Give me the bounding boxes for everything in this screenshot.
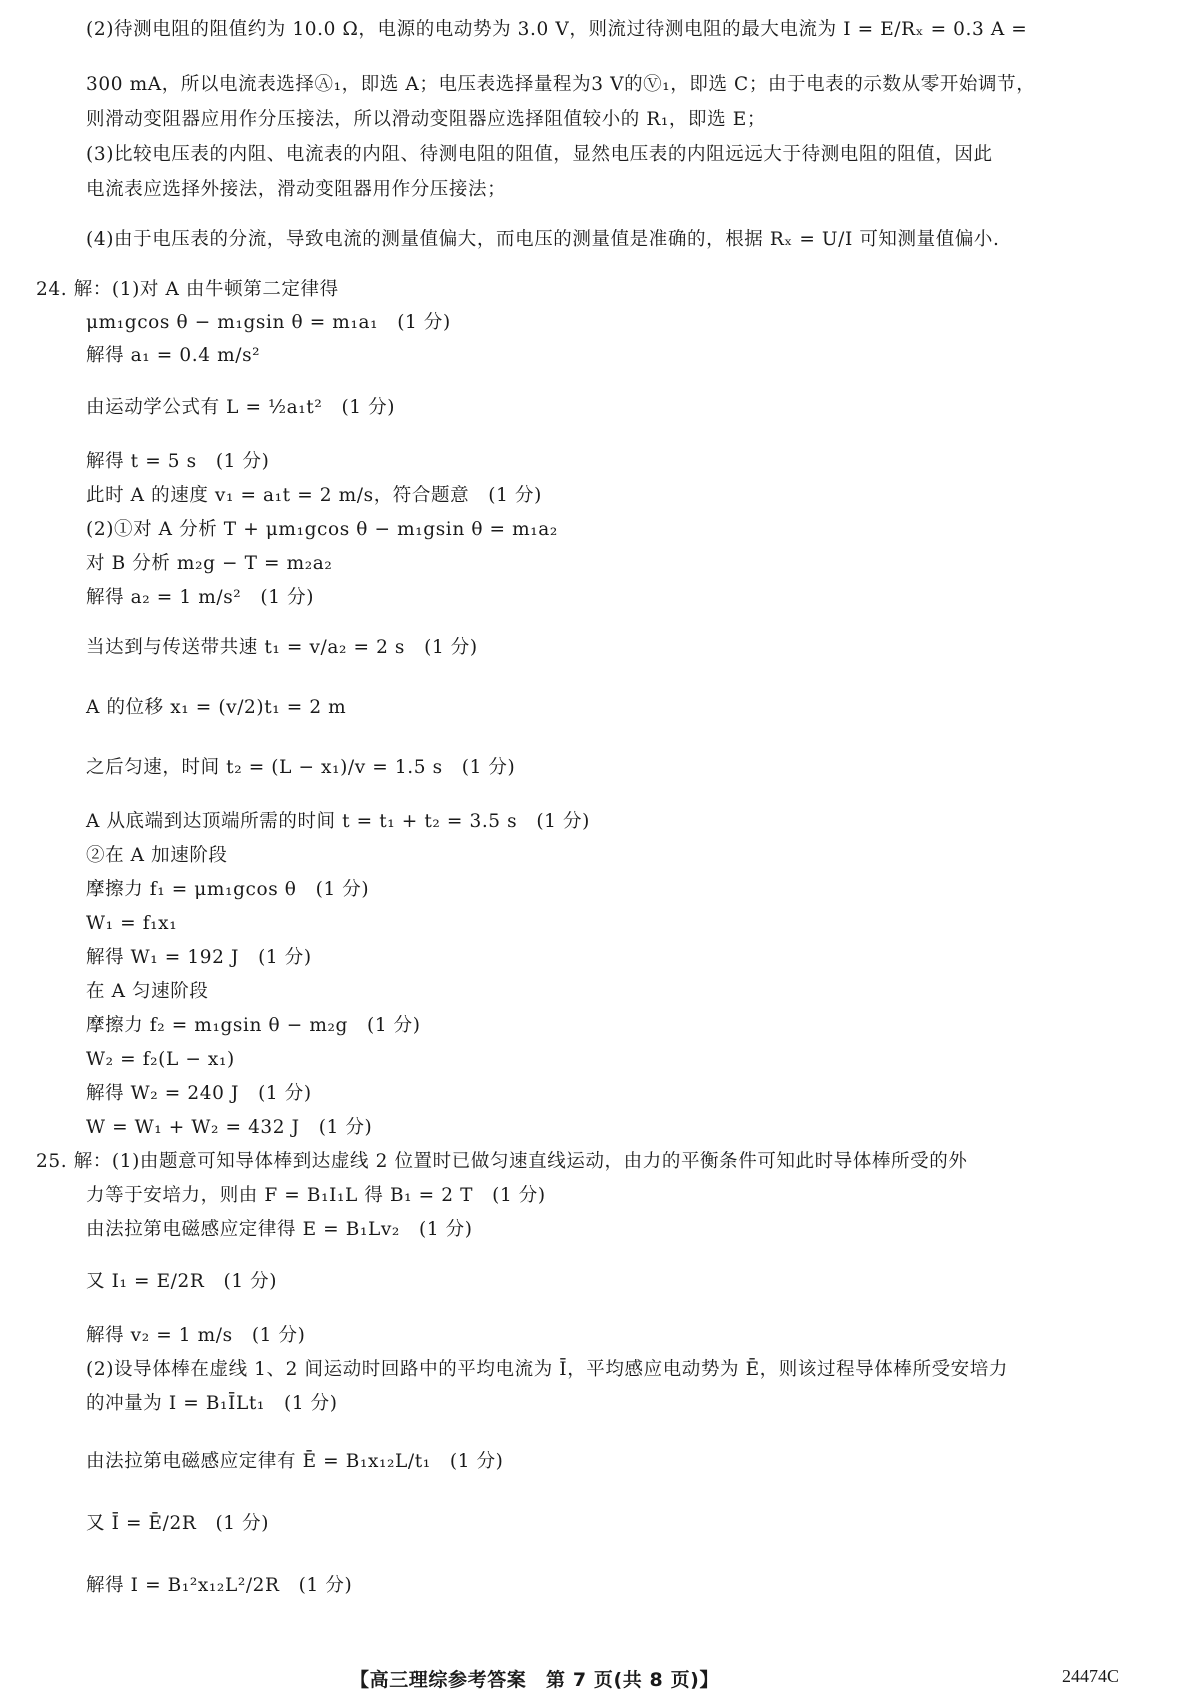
page-footer-code: 24474C — [1062, 1666, 1120, 1686]
answer-line: 对 B 分析 m₂g − T = m₂a₂ — [86, 553, 333, 574]
answer-line: 又 I₁ = E/2R (1 分) — [86, 1271, 278, 1292]
answer-line: 解得 W₁ = 192 J (1 分) — [86, 947, 312, 968]
answer-line: 25. 解：(1)由题意可知导体棒到达虚线 2 位置时已做匀速直线运动，由力的平衡条件可知此时导体棒所受的外 — [36, 1151, 968, 1172]
answer-line: 则滑动变阻器应用作分压接法，所以滑动变阻器应选择阻值较小的 R₁，即选 E； — [86, 109, 766, 130]
answer-line: 力等于安培力，则由 F = B₁I₁L 得 B₁ = 2 T (1 分) — [86, 1185, 546, 1206]
answer-line: 的冲量为 I = B₁ĪLt₁ (1 分) — [86, 1393, 338, 1414]
answer-line: 由法拉第电磁感应定律有 Ē = B₁x₁₂L/t₁ (1 分) — [86, 1451, 504, 1472]
answer-line: μm₁gcos θ − m₁gsin θ = m₁a₁ (1 分) — [86, 312, 451, 333]
answer-line: 由法拉第电磁感应定律得 E = B₁Lv₂ (1 分) — [86, 1219, 473, 1240]
answer-line: 此时 A 的速度 v₁ = a₁t = 2 m/s，符合题意 (1 分) — [86, 485, 542, 506]
answer-line: 300 mA，所以电流表选择Ⓐ₁，即选 A；电压表选择量程为3 V的Ⓥ₁，即选 C；由于电表的示数从零开始调节， — [86, 74, 1036, 95]
page-footer-title: 【高三理综参考答案 第 7 页(共 8 页)】 — [350, 1669, 720, 1691]
answer-line: 解得 t = 5 s (1 分) — [86, 451, 270, 472]
answer-line: (4)由于电压表的分流，导致电流的测量值偏大，而电压的测量值是准确的，根据 Rₓ = U/I 可知测量值偏小. — [86, 229, 1000, 250]
answer-line: A 从底端到达顶端所需的时间 t = t₁ + t₂ = 3.5 s (1 分) — [86, 811, 590, 832]
answer-line: W₂ = f₂(L − x₁) — [86, 1049, 235, 1070]
answer-line: (2)①对 A 分析 T + μm₁gcos θ − m₁gsin θ = m₁a₂ — [86, 519, 558, 540]
answer-line: A 的位移 x₁ = (v/2)t₁ = 2 m — [86, 697, 347, 718]
answer-line: 解得 I = B₁²x₁₂L²/2R (1 分) — [86, 1575, 353, 1596]
answer-line: 在 A 匀速阶段 — [86, 981, 209, 1002]
answer-line: (3)比较电压表的内阻、电流表的内阻、待测电阻的阻值，显然电压表的内阻远远大于待测电阻的阻值，因此 — [86, 144, 993, 165]
answer-line: 当达到与传送带共速 t₁ = v/a₂ = 2 s (1 分) — [86, 637, 478, 658]
answer-line: 24. 解：(1)对 A 由牛顿第二定律得 — [36, 279, 339, 300]
answer-line: W₁ = f₁x₁ — [86, 913, 178, 934]
answer-line: 电流表应选择外接法，滑动变阻器用作分压接法； — [86, 179, 507, 200]
answer-line: 解得 a₁ = 0.4 m/s² — [86, 345, 261, 366]
answer-line: (2)设导体棒在虚线 1、2 间运动时回路中的平均电流为 Ī，平均感应电动势为 Ē，则该过程导体棒所受安培力 — [86, 1359, 1008, 1380]
answer-line: 之后匀速，时间 t₂ = (L − x₁)/v = 1.5 s (1 分) — [86, 757, 516, 778]
answer-line: 解得 W₂ = 240 J (1 分) — [86, 1083, 312, 1104]
answer-line: ②在 A 加速阶段 — [86, 845, 228, 866]
answer-line: W = W₁ + W₂ = 432 J (1 分) — [86, 1117, 373, 1138]
answer-line: (2)待测电阻的阻值约为 10.0 Ω，电源的电动势为 3.0 V，则流过待测电阻的最大电流为 I = E/Rₓ = 0.3 A = — [86, 19, 1028, 40]
answer-line: 摩擦力 f₁ = μm₁gcos θ (1 分) — [86, 879, 370, 900]
answer-line: 解得 v₂ = 1 m/s (1 分) — [86, 1325, 306, 1346]
answer-line: 摩擦力 f₂ = m₁gsin θ − m₂g (1 分) — [86, 1015, 421, 1036]
answer-line: 解得 a₂ = 1 m/s² (1 分) — [86, 587, 315, 608]
answer-line: 又 Ī = Ē/2R (1 分) — [86, 1513, 270, 1534]
answer-line: 由运动学公式有 L = ½a₁t² (1 分) — [86, 397, 396, 418]
